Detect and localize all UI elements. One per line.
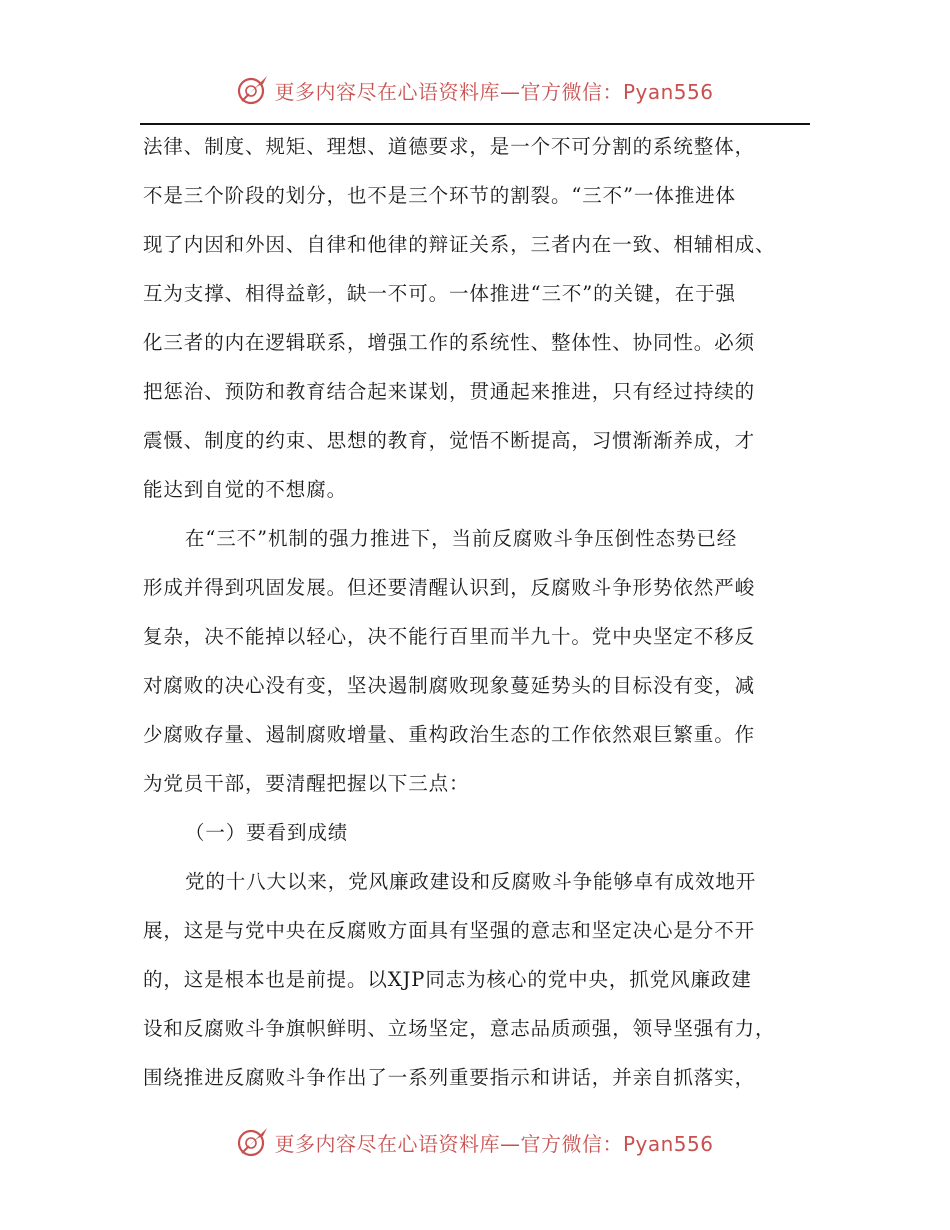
body-line: 围绕推进反腐败斗争作出了一系列重要指示和讲话，并亲自抓落实， xyxy=(143,1066,756,1089)
feather-pen-logo-icon xyxy=(236,1125,270,1159)
body-line: 展，这是与党中央在反腐败方面具有坚强的意志和坚定决心是分不开 xyxy=(143,919,756,942)
document-body xyxy=(143,122,803,1102)
paragraph-start-line: 党的十八大以来，党风廉政建设和反腐败斗争能够卓有成效地开 xyxy=(185,870,757,893)
body-line: 对腐败的决心没有变，坚决遏制腐败现象蔓延势头的目标没有变，减 xyxy=(143,674,756,697)
body-line: 少腐败存量、遏制腐败增量、重构政治生态的工作依然艰巨繁重。作 xyxy=(143,723,756,746)
body-line: 互为支撑、相得益彰，缺一不可。一体推进“三不”的关键，在于强 xyxy=(143,282,736,305)
feather-pen-logo-icon xyxy=(236,73,270,107)
body-line: 现了内因和外因、自律和他律的辩证关系，三者内在一致、相辅相成、 xyxy=(143,233,776,256)
body-line: 复杂，决不能掉以轻心，决不能行百里而半九十。党中央坚定不移反 xyxy=(143,625,756,648)
paragraph-start-line: 在“三不”机制的强力推进下，当前反腐败斗争压倒性态势已经 xyxy=(185,527,738,550)
body-line: 的，这是根本也是前提。以XJP同志为核心的党中央，抓党风廉政建 xyxy=(143,968,752,991)
footer-watermark-text: 更多内容尽在心语资料库—官方微信：Pyan556 xyxy=(274,1131,714,1156)
header-watermark-banner xyxy=(0,70,950,110)
header-watermark-text: 更多内容尽在心语资料库—官方微信：Pyan556 xyxy=(274,79,714,104)
body-line: 把惩治、预防和教育结合起来谋划，贯通起来推进，只有经过持续的 xyxy=(143,380,756,403)
body-line: 为党员干部，要清醒把握以下三点： xyxy=(143,772,470,795)
footer-watermark-banner xyxy=(0,1122,950,1162)
body-line: 设和反腐败斗争旗帜鲜明、立场坚定，意志品质顽强，领导坚强有力， xyxy=(143,1017,776,1040)
body-line: 形成并得到巩固发展。但还要清醒认识到，反腐败斗争形势依然严峻 xyxy=(143,576,756,599)
body-line: 能达到自觉的不想腐。 xyxy=(143,478,348,501)
body-line: 不是三个阶段的划分，也不是三个环节的割裂。“三不”一体推进体 xyxy=(143,184,736,207)
body-line: 震慑、制度的约束、思想的教育，觉悟不断提高，习惯渐渐养成，才 xyxy=(143,429,756,452)
section-heading: （一）要看到成绩 xyxy=(185,821,349,844)
body-line: 法律、制度、规矩、理想、道德要求，是一个不可分割的系统整体， xyxy=(143,135,756,158)
body-line: 化三者的内在逻辑联系，增强工作的系统性、整体性、协同性。必须 xyxy=(143,331,756,354)
